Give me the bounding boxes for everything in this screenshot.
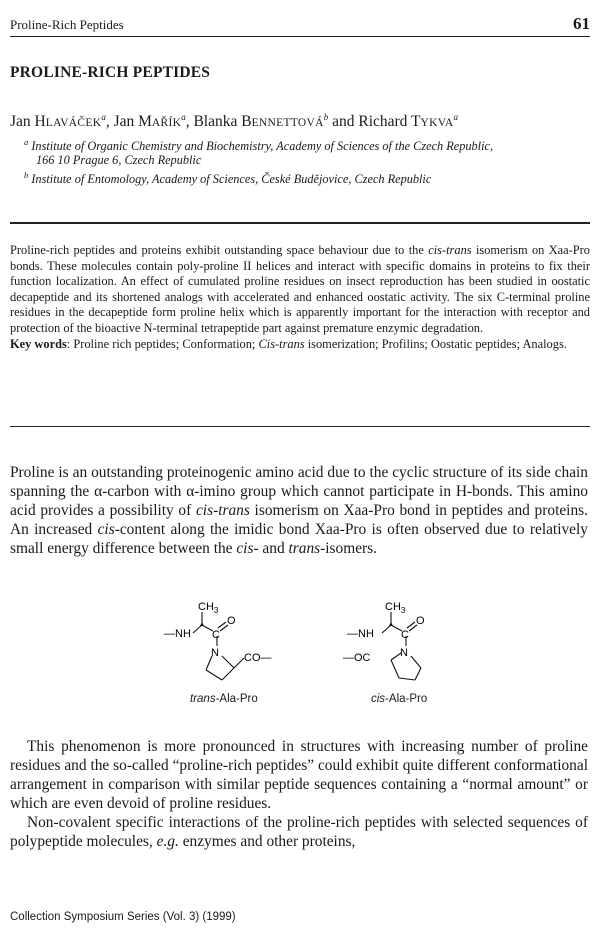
cis-n-label: N xyxy=(400,647,408,659)
structure-trans-ala-pro xyxy=(160,598,300,693)
body-paragraph-3: Non-covalent specific interactions of the proline-rich peptides with selected sequences of polypeptide molecules, e.g. enzymes and other proteins, xyxy=(10,814,588,851)
author-4: Richard TYKVA$^a$ xyxy=(358,112,458,131)
cis-o-label: O xyxy=(416,615,425,627)
trans-o-label: O xyxy=(227,615,236,627)
abstract-text: Proline-rich peptides and proteins exhibit outstanding space behaviour due to the cis-trans isomerism on Xaa-Pro bonds. These molecules contain poly-proline II helices and interact with specific domains in proteins to fix their function localization. An effect of cumulated proline residues on insect reproduction has been studied in oostatic decapeptide and its shortened analogs with accelerated and enhanced oostatic activity. The six C-terminal proline residues in the decapeptide form proline helix which is apparently important for the interaction with receptor and protection of the bioactive N-terminal tetrapeptide part against premature enzymic degradation. xyxy=(10,243,590,335)
body-paragraph-1: Proline is an outstanding proteinogenic amino acid due to the cyclic structure of its side chain spanning the α-carbon with α-imino group which cannot participate in H-bonds. This amino acid provides a possibility of cis-trans isomerism on Xaa-Pro bond in peptides and proteins. An increased cis-content along the imidic bond Xaa-Pro is often observed due to relatively small energy difference between the cis- and trans-isomers. xyxy=(10,464,588,558)
trans-nh-label: —NH xyxy=(164,628,191,640)
caption-trans-ala-pro: trans-Ala-Pro xyxy=(190,693,258,705)
abstract-top-rule xyxy=(10,222,590,224)
structure-cis-ala-pro xyxy=(335,598,455,693)
article-title: PROLINE-RICH PEPTIDES xyxy=(10,64,211,81)
abstract-bottom-rule xyxy=(10,426,590,427)
caption-cis-ala-pro: cis-Ala-Pro xyxy=(371,693,428,705)
affiliation-b: $^b$ Institute of Entomology, Academy of Sciences, České Budějovice, Czech Republic xyxy=(24,170,432,187)
trans-co-label: CO— xyxy=(244,652,272,664)
affiliation-a: $^a$ Institute of Organic Chemistry and Biochemistry, Academy of Sciences of the Czech Republic, xyxy=(24,137,494,154)
abstract xyxy=(10,243,590,352)
author-1: Jan HLAVÁČEK$^a$, xyxy=(10,112,114,131)
keywords: Key words: Proline rich peptides; Conformation; Cis-trans isomerization; Profilins; Oostatic peptides; Analogs. xyxy=(10,336,567,351)
cis-c-label: C xyxy=(401,629,409,641)
body-paragraph-2: This phenomenon is more pronounced in structures with increasing number of proline residues and the so-called “proline-rich peptides” could exhibit quite different conformational arrangement in comparison with similar peptide sequences containing a “normal amount” or which are even devoid of proline residues. xyxy=(10,738,588,813)
cis-nh-label: —NH xyxy=(347,628,374,640)
page-number: 61 xyxy=(573,14,590,33)
author-3: Blanka BENNETTOVÁ$^b$ and xyxy=(193,112,359,131)
cis-ch3-label: $CH_3$ xyxy=(385,601,406,615)
running-header xyxy=(10,14,590,37)
body-paragraphs-2-3 xyxy=(10,737,588,852)
cis-oc-label: —OC xyxy=(343,652,371,664)
running-title: Proline-Rich Peptides xyxy=(10,17,124,32)
author-list xyxy=(10,112,458,131)
trans-n-label: N xyxy=(211,647,219,659)
journal-footer: Collection Symposium Series (Vol. 3) (1999) xyxy=(10,911,236,923)
affiliation-a-line2: 166 10 Prague 6, Czech Republic xyxy=(36,153,202,167)
trans-ch3-label: $CH_3$ xyxy=(198,601,219,615)
author-2: Jan MAŘÍK$^a$, xyxy=(113,112,194,131)
trans-c-label: C xyxy=(212,629,220,641)
